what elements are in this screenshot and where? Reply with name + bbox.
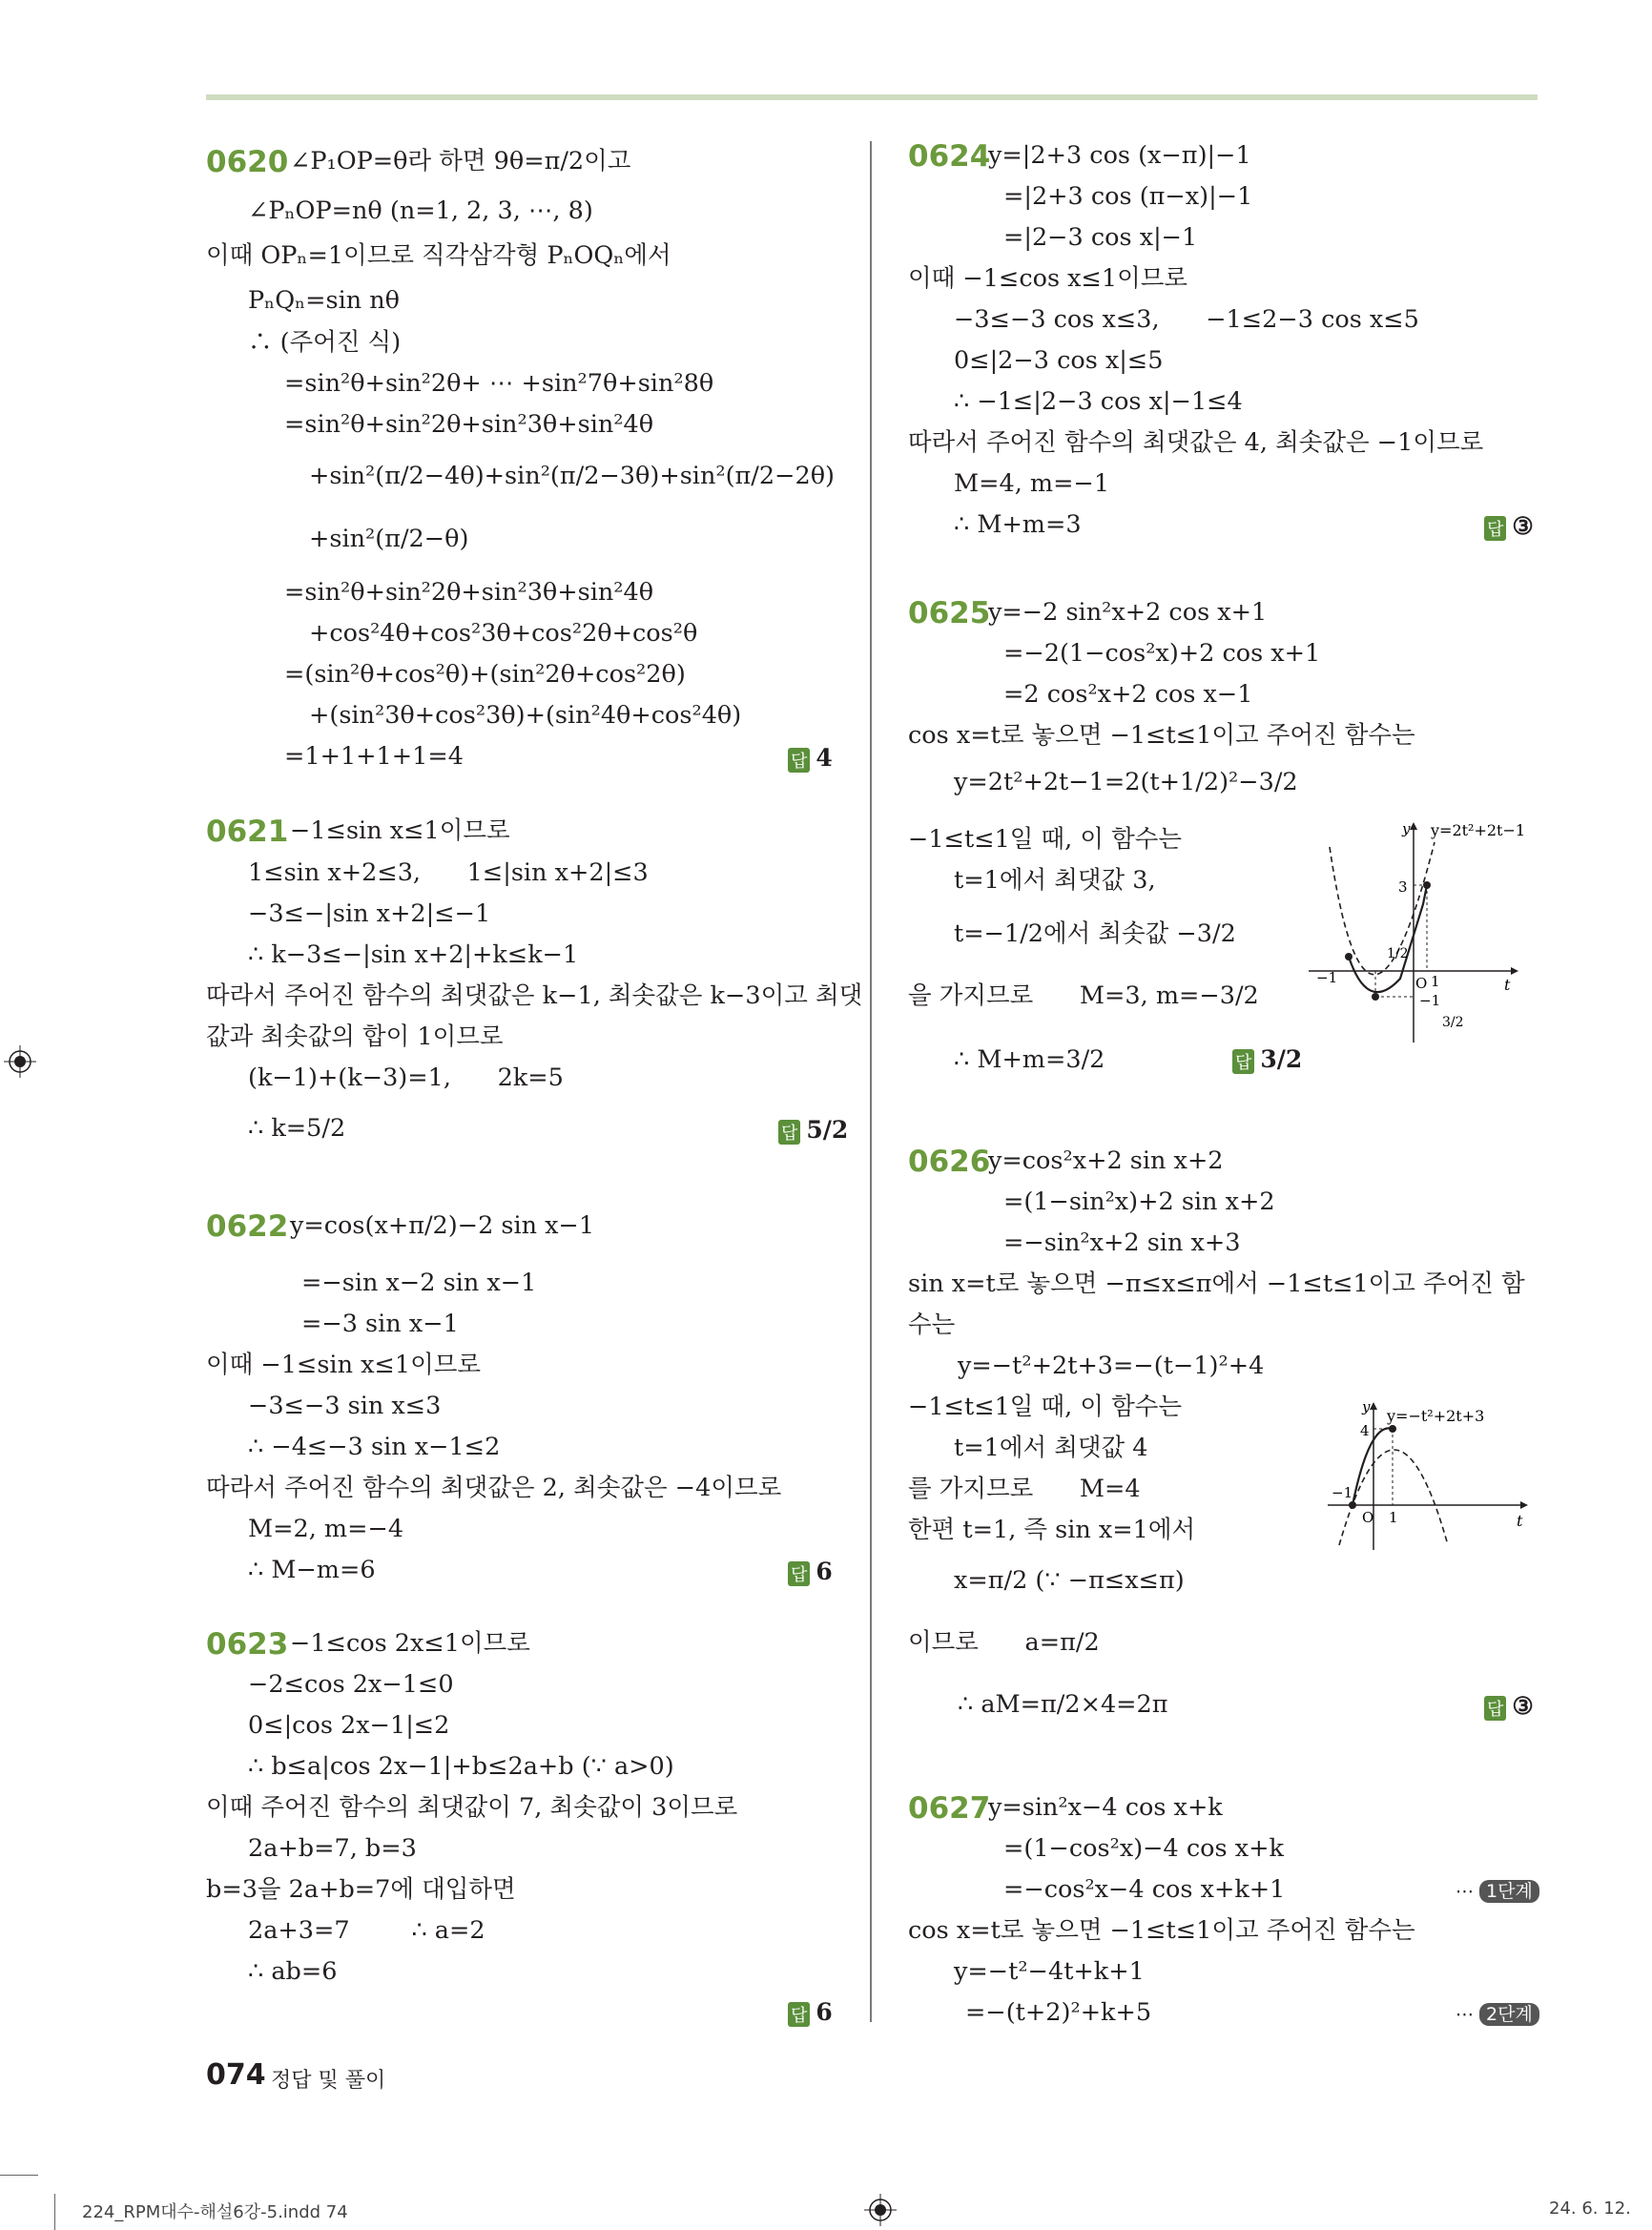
solution-line: sin x=t로 놓으면 −π≤x≤π에서 −1≤t≤1이고 주어진 함 — [908, 1270, 1525, 1298]
solution-line: y=−t²−4t+k+1 — [954, 1957, 1145, 1986]
solution-line: 한편 t=1, 즉 sin x=1에서 — [908, 1516, 1196, 1544]
answer-value: 6 — [816, 1998, 833, 2026]
t-axis-arrow — [1511, 967, 1518, 975]
answer-0626 — [1484, 1692, 1534, 1721]
solution-line: t=1에서 최댓값 3, — [954, 866, 1156, 895]
solution-line: 따라서 주어진 함수의 최댓값은 4, 최솟값은 −1이므로 — [908, 428, 1484, 457]
step-tag: 2단계 — [1479, 2003, 1539, 2026]
solution-line: =−2(1−cos²x)+2 cos x+1 — [1003, 639, 1321, 668]
solution-line: 이때 −1≤cos x≤1이므로 — [908, 264, 1188, 293]
solution-line: =2 cos²x+2 cos x−1 — [1003, 680, 1253, 709]
step-marker-1 — [1456, 1877, 1539, 1903]
parabola-dashed — [1330, 842, 1435, 975]
answer-value: 4 — [816, 744, 833, 772]
solution-line: ∴ M+m=3/2 — [954, 1045, 1105, 1074]
solution-line: x=π/2 (∵ −π≤x≤π) — [954, 1566, 1185, 1595]
page-title: 정답 및 풀이 — [271, 2069, 386, 2093]
solution-line: 0≤|cos 2x−1|≤2 — [248, 1711, 450, 1740]
solution-line: −2≤cos 2x−1≤0 — [248, 1670, 454, 1699]
solution-line: −1≤sin x≤1이므로 — [290, 816, 510, 845]
answer-badge: 답 — [1232, 1049, 1254, 1074]
answer-badge: 답 — [1484, 516, 1506, 541]
origin: O — [1362, 1509, 1374, 1526]
parabola-graph-0626 — [1328, 1393, 1538, 1555]
solution-line: =(1−cos²x)−4 cos x+k — [1003, 1834, 1284, 1863]
origin: O — [1415, 975, 1428, 992]
answer-0623 — [788, 1998, 833, 2027]
problem-number: 0624 — [908, 139, 991, 174]
solution-line: 를 가지므로 M=4 — [908, 1475, 1141, 1503]
y-label: y — [1402, 820, 1411, 837]
solution-line: cos x=t로 놓으면 −1≤t≤1이고 주어진 함수는 — [908, 721, 1415, 750]
tick-1: 1 — [1389, 1509, 1398, 1526]
solution-line: y=cos(x+π/2)−2 sin x−1 — [290, 1211, 595, 1240]
answer-badge: 답 — [788, 748, 810, 773]
tick-neg1: −1 — [1332, 1484, 1353, 1501]
tick-min: 3/2 — [1442, 1015, 1464, 1030]
registration-mark-left — [4, 1045, 36, 1078]
solution-line: +sin²(π/2−4θ)+sin²(π/2−3θ)+sin²(π/2−2θ) — [309, 462, 836, 490]
solution-line: −1≤t≤1일 때, 이 함수는 — [908, 1393, 1183, 1421]
solution-line: =sin²θ+sin²2θ+ ⋯ +sin²7θ+sin²8θ — [284, 369, 714, 398]
t-label: t — [1504, 976, 1511, 994]
solution-line: ∴ −1≤|2−3 cos x|−1≤4 — [954, 387, 1243, 416]
page-number: 074 — [206, 2058, 266, 2092]
solution-line: =1+1+1+1=4 — [284, 742, 464, 771]
solution-line: 이므로 a=π/2 — [908, 1628, 1100, 1657]
solution-line: ∴ ab=6 — [248, 1957, 338, 1986]
solution-line: 따라서 주어진 함수의 최댓값은 2, 최솟값은 −4이므로 — [206, 1474, 782, 1502]
solution-line: =−sin x−2 sin x−1 — [301, 1269, 537, 1297]
solution-line: (k−1)+(k−3)=1, 2k=5 — [248, 1063, 564, 1092]
solution-line: 값과 최솟값의 합이 1이므로 — [206, 1022, 504, 1051]
step-marker-2 — [1456, 2000, 1539, 2026]
solution-line: =−(t+2)²+k+5 — [965, 1998, 1152, 2027]
y-label: y — [1362, 1398, 1371, 1415]
tick-3: 3 — [1398, 878, 1408, 896]
solution-line: ∠P₁OP=θ라 하면 9θ=π/2이고 — [290, 147, 631, 176]
solution-line: cos x=t로 놓으면 −1≤t≤1이고 주어진 함수는 — [908, 1916, 1415, 1945]
problem-number: 0626 — [908, 1145, 991, 1179]
parabola-graph-0625 — [1309, 818, 1538, 1047]
solution-line: =−3 sin x−1 — [301, 1310, 459, 1338]
step-tag: 1단계 — [1479, 1880, 1539, 1903]
problem-number: 0620 — [206, 145, 289, 179]
step-dots: ⋯ — [1456, 1881, 1474, 1902]
solution-line: t=1에서 최댓값 4 — [954, 1434, 1148, 1462]
solution-line: +cos²4θ+cos²3θ+cos²2θ+cos²θ — [309, 619, 698, 648]
solution-line: ∴ M−m=6 — [248, 1556, 376, 1584]
solution-line: PₙQₙ=sin nθ — [248, 286, 401, 315]
endpoint-left — [1345, 953, 1353, 960]
solution-line: y=2t²+2t−1=2(t+1/2)²−3/2 — [954, 768, 1298, 796]
solution-line: ∠PₙOP=nθ (n=1, 2, 3, ⋯, 8) — [248, 196, 593, 225]
solution-line: ∴ aM=π/2×4=2π — [958, 1690, 1168, 1719]
solution-line: 2a+b=7, b=3 — [248, 1834, 417, 1863]
solution-line: =|2−3 cos x|−1 — [1003, 223, 1198, 252]
solution-line: ∴ −4≤−3 sin x−1≤2 — [248, 1433, 501, 1461]
solution-line: 수는 — [908, 1311, 956, 1339]
crop-mark — [0, 2175, 38, 2176]
y-axis-arrow — [1410, 822, 1417, 830]
solution-line: y=|2+3 cos (x−π)|−1 — [988, 141, 1251, 170]
answer-badge: 답 — [1484, 1696, 1506, 1721]
solution-line: ∴ b≤a|cos 2x−1|+b≤2a+b (∵ a>0) — [248, 1752, 674, 1781]
problem-number: 0622 — [206, 1209, 289, 1244]
tick-neg1-t: −1 — [1316, 969, 1338, 986]
solution-line: 0≤|2−3 cos x|≤5 — [954, 346, 1164, 375]
t-axis-arrow — [1520, 1501, 1528, 1509]
solution-line: 을 가지므로 M=3, m=−3/2 — [908, 981, 1259, 1010]
answer-value: ③ — [1512, 512, 1534, 540]
registration-mark-bottom — [864, 2194, 897, 2226]
solution-line: −1≤cos 2x≤1이므로 — [290, 1629, 530, 1658]
crop-mark — [54, 2194, 55, 2230]
answer-badge: 답 — [788, 2002, 810, 2027]
parabola-dashed — [1339, 1450, 1448, 1545]
solution-line: b=3을 2a+b=7에 대입하면 — [206, 1875, 516, 1904]
answer-0622 — [788, 1558, 833, 1586]
solution-line: −3≤−|sin x+2|≤−1 — [248, 899, 491, 928]
parabola-solid — [1353, 1428, 1393, 1505]
answer-0625 — [1232, 1045, 1302, 1074]
curve-label: y=2t²+2t−1 — [1431, 821, 1526, 839]
solution-line: −1≤t≤1일 때, 이 함수는 — [908, 825, 1183, 854]
problem-number: 0625 — [908, 596, 991, 630]
solution-line: =(sin²θ+cos²θ)+(sin²2θ+cos²2θ) — [284, 660, 686, 689]
problem-number: 0623 — [206, 1627, 289, 1662]
solution-line: ∴ k=5/2 — [248, 1114, 346, 1143]
solution-line: 1≤sin x+2≤3, 1≤|sin x+2|≤3 — [248, 858, 649, 887]
t-label: t — [1517, 1512, 1523, 1530]
column-divider — [870, 141, 872, 2022]
answer-value: 3/2 — [1260, 1045, 1303, 1073]
problem-number: 0621 — [206, 815, 289, 849]
answer-0621 — [778, 1116, 848, 1145]
solution-line: −3≤−3 cos x≤3, −1≤2−3 cos x≤5 — [954, 305, 1419, 334]
tick-1: 1 — [1431, 973, 1440, 990]
tick-half: 1/2 — [1387, 946, 1409, 961]
solution-line: y=−t²+2t+3=−(t−1)²+4 — [958, 1352, 1265, 1380]
solution-line: y=sin²x−4 cos x+k — [988, 1793, 1223, 1822]
slug-date: 24. 6. 12. — [1549, 2199, 1631, 2219]
solution-line: =−sin²x+2 sin x+3 — [1003, 1229, 1241, 1257]
endpoint-left — [1349, 1501, 1356, 1509]
problem-number: 0627 — [908, 1791, 991, 1826]
solution-line: −3≤−3 sin x≤3 — [248, 1392, 442, 1420]
curve-label: y=−t²+2t+3 — [1387, 1407, 1485, 1425]
answer-badge: 답 — [778, 1120, 800, 1145]
answer-value: ③ — [1512, 1692, 1534, 1720]
y-axis-arrow — [1370, 1402, 1377, 1410]
solution-line: y=−2 sin²x+2 cos x+1 — [988, 598, 1268, 627]
solution-line: 이때 주어진 함수의 최댓값이 7, 최솟값이 3이므로 — [206, 1793, 738, 1822]
solution-line: ∴ k−3≤−|sin x+2|+k≤k−1 — [248, 940, 579, 969]
solution-line: +sin²(π/2−θ) — [309, 525, 469, 553]
solution-line: M=2, m=−4 — [248, 1515, 404, 1543]
tick-4: 4 — [1360, 1422, 1370, 1439]
solution-line: y=cos²x+2 sin x+2 — [988, 1146, 1224, 1175]
slug-file: 224_RPM대수-해설6강-5.indd 74 — [82, 2202, 348, 2222]
solution-line: ∴ (주어진 식) — [248, 328, 402, 357]
solution-line: 2a+3=7 ∴ a=2 — [248, 1916, 485, 1945]
solution-line: 이때 OPₙ=1이므로 직각삼각형 PₙOQₙ에서 — [206, 241, 671, 270]
answer-badge: 답 — [788, 1561, 810, 1586]
solution-line: +(sin²3θ+cos²3θ)+(sin²4θ+cos²4θ) — [309, 701, 742, 730]
solution-line: 따라서 주어진 함수의 최댓값은 k−1, 최솟값은 k−3이고 최댓 — [206, 981, 863, 1010]
tick-neg1-y: −1 — [1419, 992, 1441, 1009]
answer-value: 5/2 — [806, 1116, 849, 1144]
solution-line: ∴ M+m=3 — [954, 510, 1082, 539]
solution-line: =−cos²x−4 cos x+k+1 — [1003, 1875, 1286, 1904]
solution-line: =sin²θ+sin²2θ+sin²3θ+sin²4θ — [284, 578, 654, 607]
answer-0624 — [1484, 512, 1534, 541]
answer-0620 — [788, 744, 833, 773]
step-dots: ⋯ — [1456, 2004, 1474, 2025]
solution-line: =|2+3 cos (π−x)|−1 — [1003, 182, 1253, 211]
solution-line: M=4, m=−1 — [954, 469, 1110, 498]
answer-value: 6 — [816, 1558, 833, 1585]
solution-line: =(1−sin²x)+2 sin x+2 — [1003, 1187, 1275, 1216]
solution-line: =sin²θ+sin²2θ+sin²3θ+sin²4θ — [284, 410, 654, 439]
solution-line: t=−1/2에서 최솟값 −3/2 — [954, 919, 1236, 948]
solution-line: 이때 −1≤sin x≤1이므로 — [206, 1351, 481, 1379]
header-rule — [206, 94, 1538, 100]
